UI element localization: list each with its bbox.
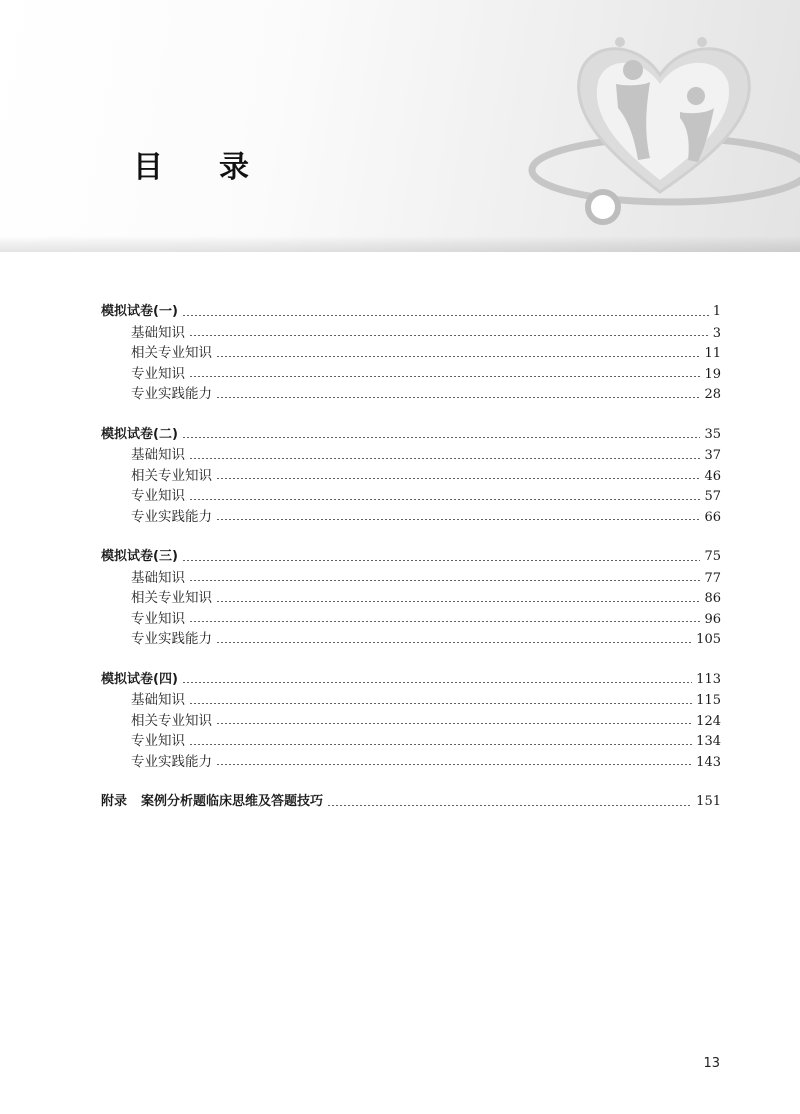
toc-item[interactable]	[101, 588, 721, 609]
dot-leader	[189, 458, 700, 459]
toc-page-number: 66	[704, 509, 721, 525]
toc-item[interactable]	[101, 711, 721, 732]
toc-section-label: 模拟试卷(四)	[101, 671, 178, 687]
toc-item[interactable]	[101, 364, 721, 385]
toc-item[interactable]	[101, 343, 721, 364]
appendix-tag: 附录	[101, 794, 128, 809]
toc-page-number: 57	[704, 489, 721, 504]
toc-section-label: 模拟试卷(二)	[101, 426, 178, 442]
toc-item[interactable]	[101, 384, 721, 405]
toc-item-label: 相关专业知识	[131, 712, 212, 729]
toc-section-label: 模拟试卷(一)	[101, 304, 178, 319]
toc-page-number: 75	[704, 549, 721, 564]
dot-leader	[216, 723, 692, 724]
dot-leader	[182, 560, 701, 561]
toc-item-label: 专业知识	[131, 733, 185, 749]
dot-leader	[216, 397, 700, 398]
toc-item-label: 相关专业知识	[131, 467, 212, 484]
toc-item[interactable]	[101, 486, 721, 507]
toc-page-number: 35	[704, 426, 721, 442]
table-of-contents	[101, 302, 721, 833]
dot-leader	[189, 376, 700, 377]
toc-page-number: 105	[696, 632, 721, 647]
toc-item[interactable]	[101, 731, 721, 752]
toc-group-2	[101, 425, 721, 528]
toc-item[interactable]	[101, 445, 721, 466]
toc-page-number: 11	[704, 346, 721, 361]
toc-item[interactable]	[101, 323, 721, 344]
toc-section[interactable]	[101, 425, 721, 446]
toc-item[interactable]	[101, 568, 721, 589]
toc-page-number: 46	[704, 468, 721, 484]
toc-group-4	[101, 670, 721, 773]
appendix-label: 案例分析题临床思维及答题技巧	[141, 794, 324, 809]
toc-page-number: 96	[704, 611, 721, 627]
toc-item-label: 基础知识	[131, 324, 185, 341]
toc-section-label: 模拟试卷(三)	[101, 549, 178, 564]
toc-page-number: 37	[704, 448, 721, 463]
toc-item-label: 专业实践能力	[131, 753, 212, 770]
toc-item-label: 专业实践能力	[131, 631, 212, 647]
family-heart-stethoscope-icon	[520, 20, 800, 235]
dot-leader	[216, 764, 692, 765]
dot-leader	[216, 642, 692, 643]
dot-leader	[182, 437, 701, 438]
toc-page-number: 1	[712, 304, 721, 319]
dot-leader	[189, 335, 709, 336]
dot-leader	[216, 478, 700, 479]
toc-page-number: 77	[704, 570, 721, 586]
dot-leader	[189, 621, 700, 622]
toc-item-label: 基础知识	[131, 692, 185, 708]
toc-item-label: 基础知识	[131, 569, 185, 586]
toc-item[interactable]	[101, 507, 721, 528]
dot-leader	[216, 356, 700, 357]
toc-item[interactable]	[101, 629, 721, 650]
header-band	[0, 0, 800, 252]
toc-page-number: 151	[696, 794, 721, 809]
toc-page-number: 134	[696, 734, 721, 749]
toc-page-number: 115	[696, 693, 721, 708]
dot-leader	[182, 682, 692, 683]
toc-item[interactable]	[101, 752, 721, 773]
toc-item-label: 专业知识	[131, 488, 185, 504]
toc-page-number: 28	[704, 387, 721, 402]
toc-item[interactable]	[101, 690, 721, 711]
toc-group-1	[101, 302, 721, 405]
toc-appendix	[101, 792, 721, 813]
page-number: 13	[703, 1056, 720, 1071]
toc-page-number: 124	[696, 713, 721, 729]
dot-leader	[189, 499, 700, 500]
toc-item-label: 相关专业知识	[131, 590, 212, 606]
dot-leader	[327, 805, 692, 806]
toc-item-label: 专业实践能力	[131, 508, 212, 525]
toc-group-3	[101, 547, 721, 650]
toc-page-number: 86	[704, 591, 721, 606]
toc-section[interactable]	[101, 670, 721, 691]
dot-leader	[189, 580, 700, 581]
toc-section[interactable]	[101, 547, 721, 568]
dot-leader	[182, 315, 709, 316]
dot-leader	[216, 519, 700, 520]
dot-leader	[189, 703, 692, 704]
toc-appendix-entry[interactable]	[101, 792, 721, 813]
toc-item[interactable]	[101, 466, 721, 487]
toc-item-label: 专业知识	[131, 610, 185, 627]
toc-page-number: 19	[704, 366, 721, 382]
dot-leader	[216, 601, 700, 602]
toc-page-number: 3	[712, 325, 721, 341]
toc-page-number: 143	[696, 754, 721, 770]
toc-page-number: 113	[696, 671, 721, 687]
page-title: 目录	[133, 150, 305, 185]
toc-item[interactable]	[101, 609, 721, 630]
toc-section[interactable]	[101, 302, 721, 323]
toc-item-label: 专业实践能力	[131, 386, 212, 402]
dot-leader	[189, 744, 692, 745]
toc-item-label: 基础知识	[131, 447, 185, 463]
toc-item-label: 专业知识	[131, 365, 185, 382]
toc-item-label: 相关专业知识	[131, 345, 212, 361]
